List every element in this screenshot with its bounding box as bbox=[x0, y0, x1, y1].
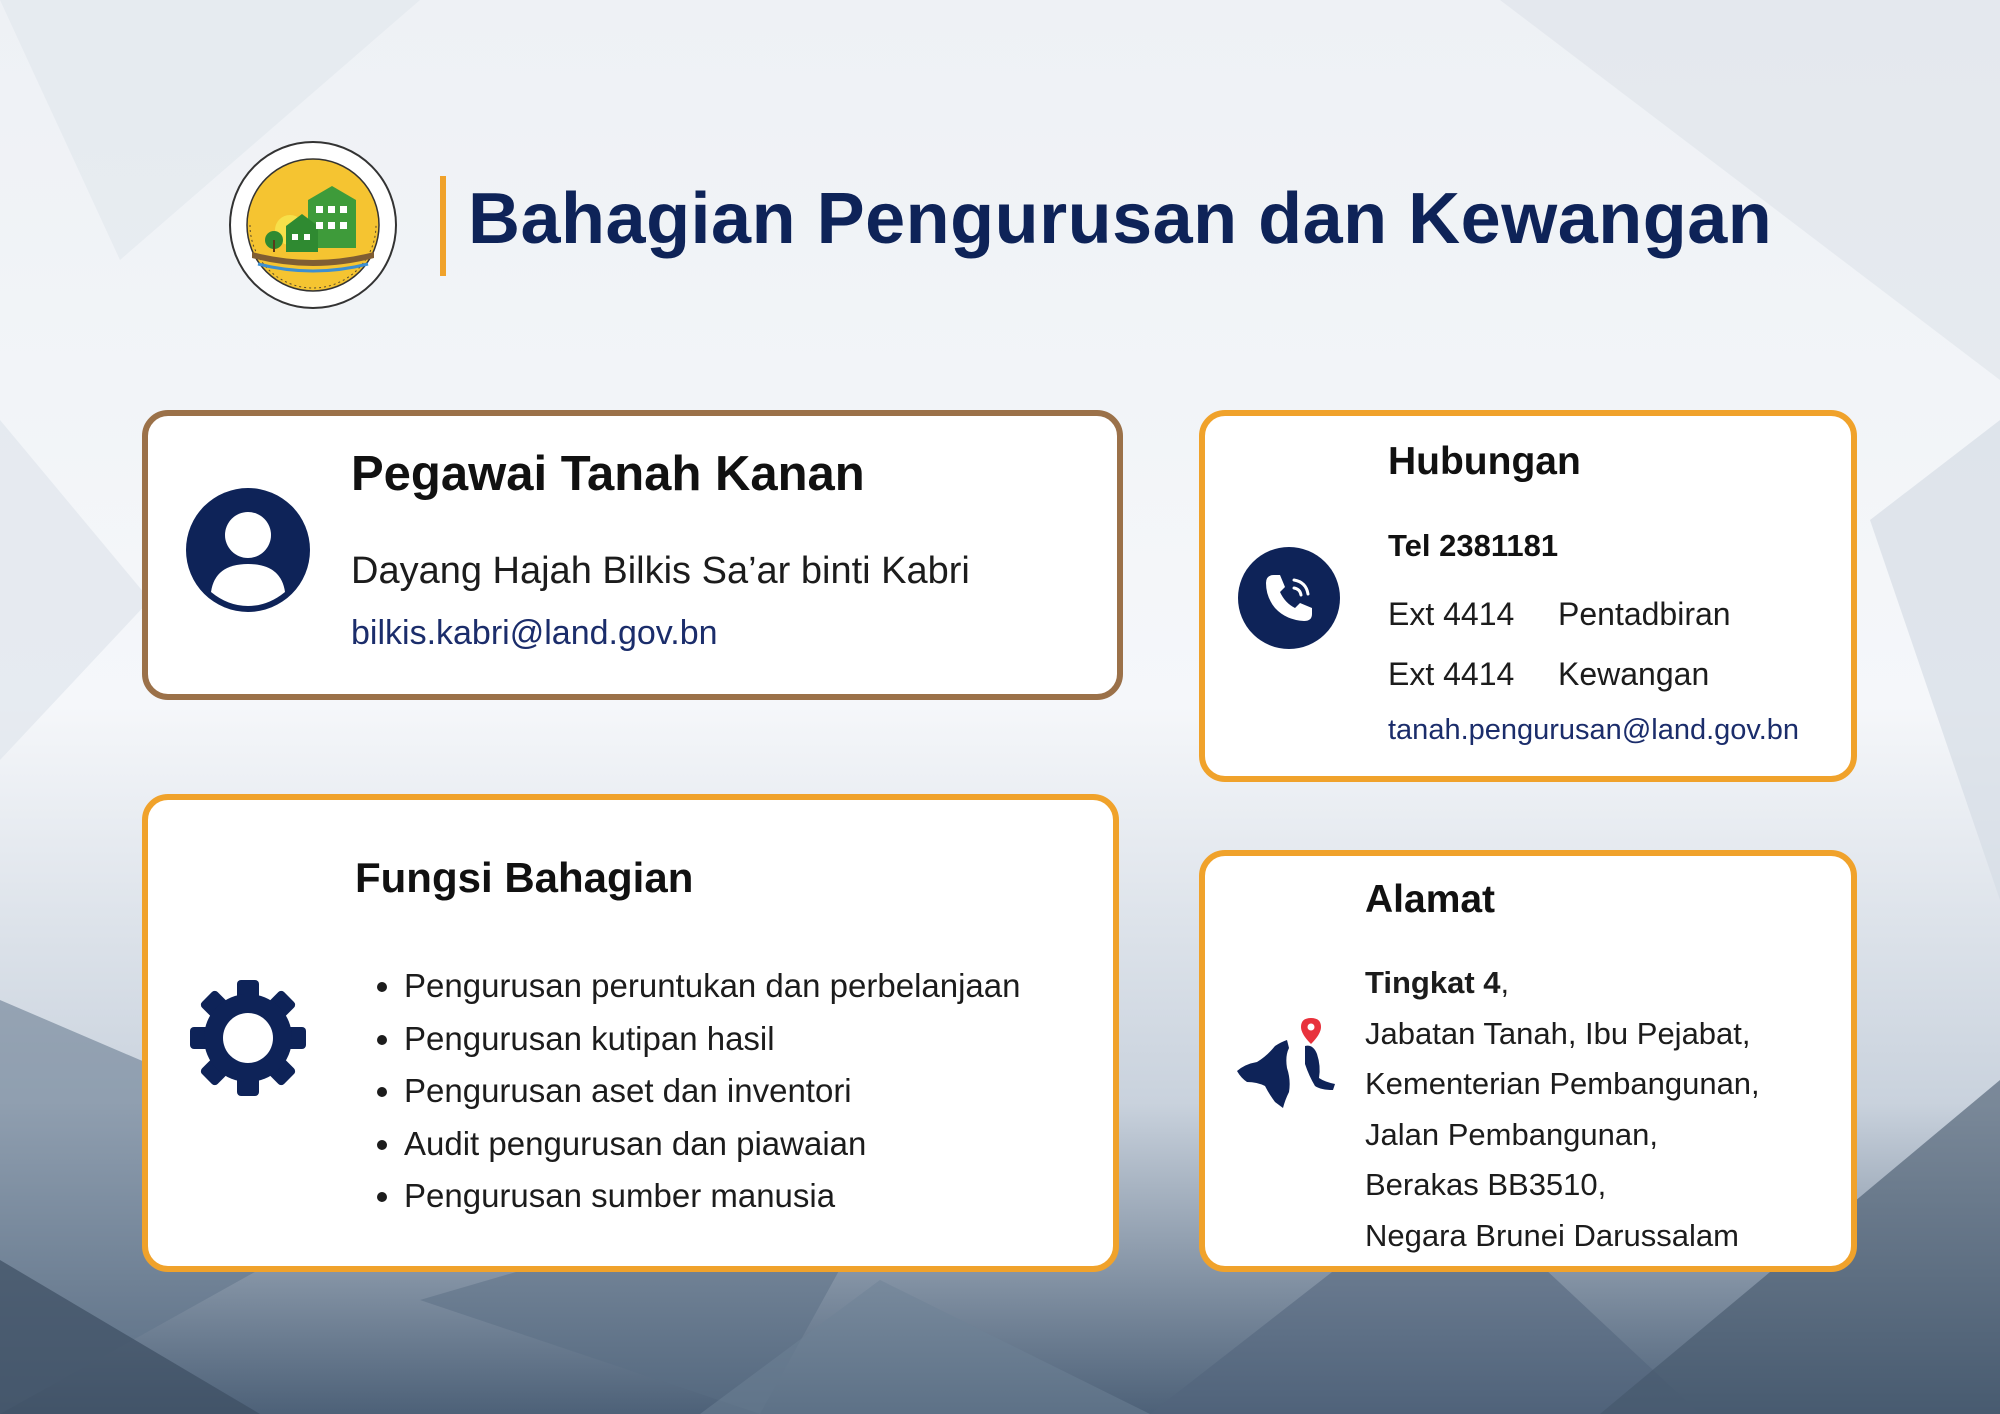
address-line: Jalan Pembangunan, bbox=[1365, 1116, 1659, 1152]
address-line: Kementerian Pembangunan, bbox=[1365, 1066, 1760, 1101]
list-item: • Pengurusan sumber manusia bbox=[404, 1170, 1021, 1223]
phone-icon bbox=[1238, 547, 1340, 649]
contact-unit-2: Kewangan bbox=[1558, 656, 1710, 692]
contact-card bbox=[1199, 410, 1857, 782]
officer-card bbox=[142, 410, 1123, 700]
contact-email-link[interactable]: tanah.pengurusan@land.gov.bn bbox=[1388, 714, 1800, 746]
gear-icon bbox=[188, 978, 308, 1098]
address-floor-suffix: , bbox=[1500, 965, 1510, 1000]
contact-tel: Tel 2381181 bbox=[1388, 528, 1559, 563]
address-card bbox=[1199, 850, 1857, 1272]
address-line: Jabatan Tanah, Ibu Pejabat, bbox=[1365, 1015, 1751, 1051]
contact-heading: Hubungan bbox=[1388, 440, 1581, 483]
user-icon bbox=[186, 488, 310, 612]
list-item: • Audit pengurusan dan piawaian bbox=[404, 1118, 1021, 1171]
contact-ext-1: Ext 4414 bbox=[1388, 596, 1515, 632]
officer-email-link[interactable]: bilkis.kabri@land.gov.bn bbox=[351, 614, 718, 652]
address-heading: Alamat bbox=[1365, 878, 1496, 921]
contact-unit-1: Pentadbiran bbox=[1558, 596, 1731, 632]
address-lines bbox=[1365, 958, 1760, 1261]
brunei-map-icon bbox=[1235, 1016, 1343, 1116]
address-line: Berakas BB3510, bbox=[1365, 1167, 1607, 1202]
jabatan-tanah-logo bbox=[228, 140, 398, 310]
officer-name: Dayang Hajah Bilkis Sa’ar binti Kabri bbox=[351, 550, 970, 592]
page-title: Bahagian Pengurusan dan Kewangan bbox=[468, 179, 1773, 259]
title-accent-bar bbox=[440, 176, 446, 276]
functions-list bbox=[368, 960, 1021, 1223]
address-floor: Tingkat 4 bbox=[1365, 965, 1501, 1000]
list-item: • Pengurusan peruntukan dan perbelanjaan bbox=[404, 960, 1021, 1013]
list-item: • Pengurusan aset dan inventori bbox=[404, 1065, 1021, 1118]
officer-heading: Pegawai Tanah Kanan bbox=[351, 447, 865, 501]
list-item: • Pengurusan kutipan hasil bbox=[404, 1013, 1021, 1066]
contact-ext-2: Ext 4414 bbox=[1388, 656, 1515, 692]
functions-heading: Fungsi Bahagian bbox=[355, 854, 694, 901]
address-floor-line bbox=[1365, 958, 1760, 1009]
functions-card bbox=[142, 794, 1119, 1272]
address-line: Negara Brunei Darussalam bbox=[1365, 1217, 1739, 1253]
